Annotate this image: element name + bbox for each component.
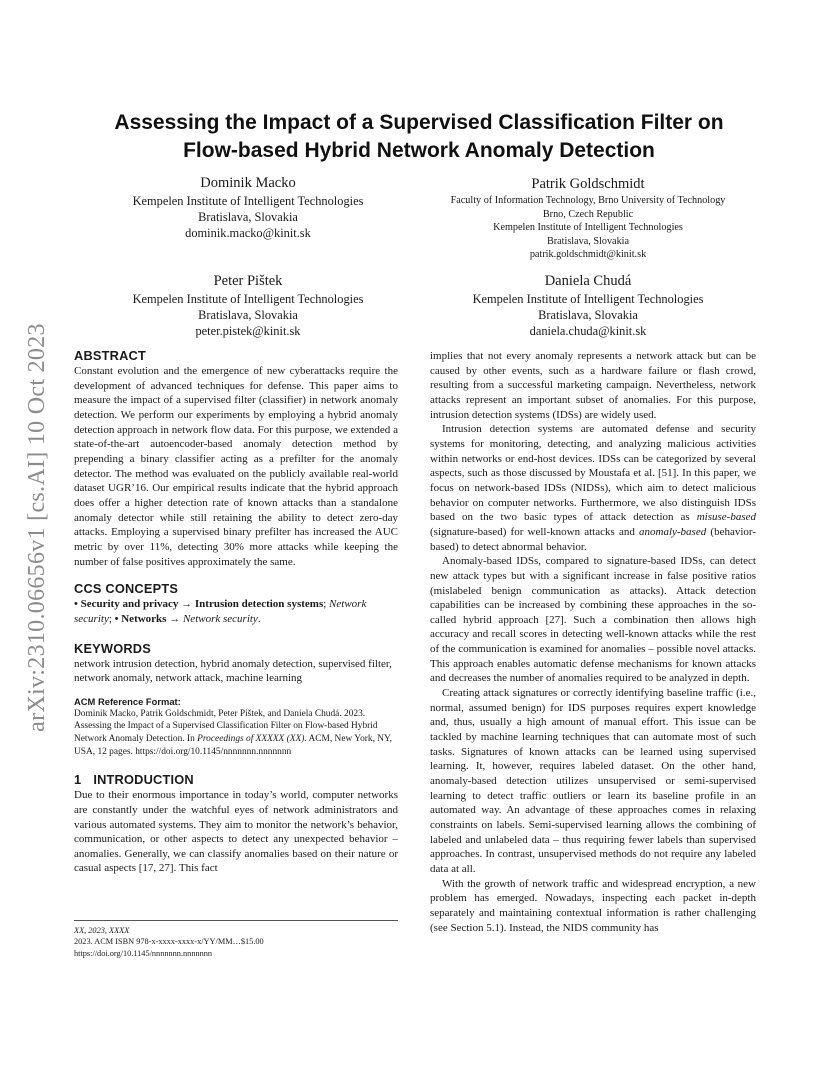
ccs-intrusion-detection: Intrusion detection systems (194, 598, 324, 611)
ccs-security-privacy: • Security and privacy (74, 598, 179, 611)
ccs-arrow: → (178, 598, 195, 611)
arxiv-id-text: arXiv:2310.06656v1 [cs.AI] 10 Oct 2023 (23, 322, 50, 732)
author-affiliation: Kempelen Institute of Intelligent Technologies (493, 222, 683, 233)
footnote-venue: XX, 2023, XXXX (74, 926, 130, 935)
author-name: Daniela Chudá (544, 273, 632, 289)
intro-paragraph-signatures: Creating attack signatures or correctly identifying baseline traffic (i.e., normal, assumed benign) for IDS purposes requires expert knowledge and, thus, usually a high amount of manual effort. This issue can be tackled by machine learning techniques that can automate most of such tasks. Signatures of known attacks can be learned using supervised learning. It, however, requires labeled dataset. On the other hand, anomaly-based detection utilizes unsupervised or semi-supervised learning to detect traffic outliers or learn its baseline profile in an automated way. An advantage of these approaches comes in relaxing constraints on labels. Semi-supervised learning allows the combining of labeled and unlabeled data – thus requiring fewer labels than supervised approaches. In contrast, unsupervised methods do not require any labeled data at all. (430, 687, 756, 875)
paragraph-text: (signature-based) for well-known attacks and (430, 525, 640, 538)
footnote (74, 925, 414, 959)
footnote-doi: https://doi.org/10.1145/nnnnnnn.nnnnnnn (74, 948, 213, 958)
paper-title (74, 109, 764, 165)
abstract-heading: ABSTRACT (74, 348, 146, 363)
abstract-text: Constant evolution and the emergence of new cyberattacks require the development of advanced techniques for defense. This paper aims to measure the impact of a supervised filter (classifier) in network anomaly detection. We perform our experiments by employing a hybrid anomaly detection approach in network flow data. For this purpose, we extended a state-of-the-art autoencoder-based anomaly detection method by prepending a binary classifier acting as a prefilter for the anomaly detector. The method was evaluated on the publicly available real-world dataset UGR’16. Our empirical results indicate that the hybrid approach does offer a higher detection rate of known attacks than a standalone anomaly detector while still retaining the ability to detect zero-day attacks. Employing a supervised binary prefilter has increased the AUC metric by over 11%, detecting 30% more attacks while keeping the number of false positives approximately the same. (74, 365, 398, 568)
author-email: dominik.macko@kinit.sk (185, 226, 311, 240)
introduction-heading (74, 772, 398, 788)
paragraph-text: Intrusion detection systems are automated defense and security systems for monitoring, detecting, and analyzing malicious activities within networks or end-host devices. IDSs can be categorized by several aspects, such as those discussed by Moustafa et al. [51]. In this paper, we focus on network-based IDSs (NIDSs), which aim to detect malicious behavior on computer networks. Furthermore, we also distinguish IDSs based on the two basic types of attack detection as (430, 423, 756, 524)
author-affiliation: Kempelen Institute of Intelligent Technologies (132, 292, 364, 306)
author-block-3 (112, 272, 384, 339)
author-name: Patrik Goldschmidt (531, 176, 645, 192)
acm-reference-text (74, 708, 398, 758)
author-email: peter.pistek@kinit.sk (195, 324, 301, 338)
keywords-heading: KEYWORDS (74, 640, 151, 656)
right-column (430, 349, 756, 935)
paragraph-text: (behavior-based) to detect abnormal behavior. (430, 525, 756, 553)
left-column (74, 348, 398, 876)
author-location: Bratislava, Slovakia (198, 210, 298, 224)
acm-reference-publisher: ACM, New York, NY, USA, 12 pages. https://doi.org/10.1145/nnnnnnn.nnnnnnn (74, 734, 392, 757)
author-location: Bratislava, Slovakia (538, 308, 638, 322)
author-location: Bratislava, Slovakia (546, 235, 630, 247)
author-affiliation: Faculty of Information Technology, Brno University of Technology (450, 195, 726, 206)
intro-paragraph-anomaly: Anomaly-based IDSs, compared to signature-based IDSs, can detect new attack types but with a significant increase in false positive ratios (mislabeled benign communication as attacks). Attack detection capabilities can be increased by combining these approaches in the so-called hybrid approach [27]. Such a combination then allows high accuracy and recall scores in detecting well-known attacks while the rest of the communication is examined for anomalies – possible novel attacks. This approach enables automatic defense mechanisms for known attacks and decreases the number of anomalies required to be analyzed in depth. (430, 555, 756, 685)
intro-paragraph-continued: implies that not every anomaly represents a network attack but can be caused by other events, such as a hardware failure or flash crowd, resulting from a successful marketing campaign. Nevertheless, network attacks represent an important subset of anomalies. For this purpose, intrusion detection systems (IDSs) are widely used. (430, 350, 756, 421)
keywords-text: network intrusion detection, hybrid anomaly detection, supervised filter, network anomaly, network attack, machine learning (74, 657, 392, 685)
footnote-divider (74, 920, 398, 921)
ccs-network-security: Network security (74, 598, 367, 625)
intro-paragraph-ids (430, 422, 756, 554)
author-location: Bratislava, Slovakia (198, 308, 298, 322)
author-affiliation: Kempelen Institute of Intelligent Technologies (132, 194, 364, 208)
author-email: daniela.chuda@kinit.sk (529, 324, 647, 338)
ccs-period: . (257, 612, 261, 625)
footnote-isbn: 2023. ACM ISBN 978-x-xxxx-xxxx-x/YY/MM…$15.00 (74, 937, 264, 947)
acm-reference-venue: Proceedings of XXXXX (XX). (197, 734, 307, 744)
intro-paragraph-traffic: With the growth of network traffic and widespread encryption, a new problem has emerged. Nowadays, inspecting each packet in-depth separately and maintaining contextual information is rather challenging (see Section 5.1). Instead, the NIDS community has (430, 877, 756, 934)
section-number: 1 (74, 772, 82, 788)
term-misuse-based: misuse-based (696, 511, 756, 524)
author-block-1 (112, 174, 384, 241)
section-title: INTRODUCTION (93, 772, 194, 788)
author-name: Peter Pištek (213, 273, 283, 289)
ccs-concepts-text (74, 597, 398, 626)
ccs-arrow: → (166, 612, 183, 625)
author-location: Brno, Czech Republic (542, 208, 634, 220)
intro-paragraph-1: Due to their enormous importance in today’s world, computer networks are constantly under the watchful eyes of network administrators and various automated systems. They aim to monitor the network’s behavior, communication, or other aspects to detect any unexpected behavior – anomalies. Generally, we can classify anomalies based on their nature or casual aspects [17, 27]. This fact (74, 789, 398, 875)
arxiv-identifier-stamp (17, 296, 57, 758)
title-line-2: Flow-based Hybrid Network Anomaly Detection (183, 139, 655, 162)
ccs-separator: ; (323, 598, 330, 611)
term-anomaly-based: anomaly-based (639, 525, 707, 538)
acm-reference-authors: Dominik Macko, Patrik Goldschmidt, Peter Pištek, and Daniela Chudá. 2023. Assessing the Impact of a Supervised Classification Filter on Flow-based Hybrid Network Anomaly Detection. In (74, 708, 378, 744)
ccs-networks: • Networks (114, 612, 167, 625)
author-affiliation: Kempelen Institute of Intelligent Technologies (472, 292, 704, 306)
author-block-4 (440, 272, 736, 339)
ccs-network-security-2: Network security (182, 612, 258, 625)
author-block-2 (420, 175, 756, 262)
ccs-separator: ; (108, 612, 115, 625)
ccs-heading: CCS CONCEPTS (74, 581, 179, 597)
author-email: patrik.goldschmidt@kinit.sk (529, 249, 647, 260)
author-name: Dominik Macko (200, 175, 296, 191)
acm-reference-heading: ACM Reference Format: (74, 695, 181, 707)
title-line-1: Assessing the Impact of a Supervised Classification Filter on (114, 111, 724, 134)
